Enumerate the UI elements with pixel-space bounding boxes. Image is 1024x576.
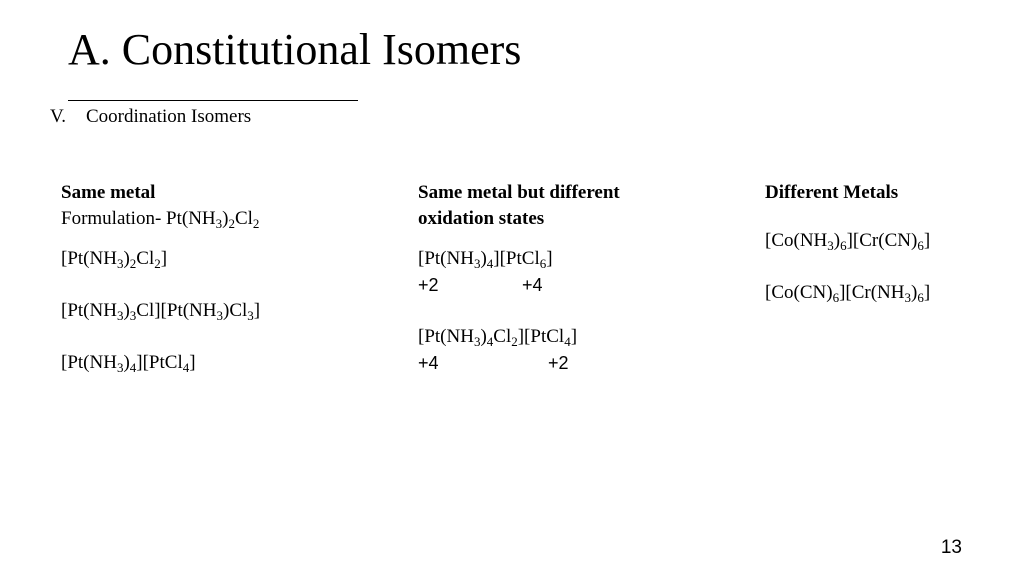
- formula-subscript: 3: [116, 360, 124, 375]
- formula-part: )Cl: [223, 300, 248, 321]
- formula-subscript: 3: [247, 308, 254, 323]
- page-number: 13: [940, 537, 962, 558]
- formula-part: Cl: [493, 326, 512, 347]
- formula-part: ][PtCl: [136, 352, 183, 373]
- formula-part: ): [480, 248, 487, 269]
- formulation-line: [61, 206, 381, 232]
- formula-subscript: 4: [486, 256, 494, 271]
- column-same-metal: [61, 180, 381, 376]
- column-heading: Same metal: [61, 182, 156, 203]
- outline-number: V.: [50, 106, 67, 127]
- column-heading: Different Metals: [765, 182, 899, 203]
- formula-part: Cl: [234, 208, 253, 229]
- formula-subscript: 2: [129, 256, 137, 271]
- column-different-oxidation: [418, 180, 718, 376]
- formula-part: [Co(NH: [765, 230, 828, 251]
- formula-part: ][PtCl: [493, 248, 540, 269]
- formula-part: ): [123, 352, 130, 373]
- formula-part: [Pt(NH: [61, 248, 117, 269]
- outline-item: [50, 105, 251, 129]
- formula-part: [Pt(NH: [418, 248, 474, 269]
- formula-subscript: 2: [252, 216, 260, 231]
- formula-example-2: [765, 280, 1005, 306]
- slide-title: A. Constitutional Isomers: [68, 25, 522, 74]
- formula-part: [Pt(NH: [418, 326, 474, 347]
- formula-part: ): [222, 208, 229, 229]
- formula-part: ]: [570, 326, 578, 347]
- oxidation-state: +2: [548, 353, 569, 373]
- formula-part: ]: [253, 300, 261, 321]
- oxidation-state: +2: [418, 275, 439, 295]
- formula-subscript: 3: [116, 308, 124, 323]
- column-different-metals: [765, 180, 1005, 306]
- formula-example-3: [61, 350, 381, 376]
- oxidation-state: +4: [418, 353, 439, 373]
- column-heading-line-1: Same metal but different: [418, 182, 620, 203]
- formula-part: ]: [923, 282, 931, 303]
- formula-subscript: 3: [215, 216, 223, 231]
- formula-subscript: 6: [917, 290, 924, 305]
- formula-part: ]: [160, 248, 168, 269]
- oxidation-state: +4: [522, 275, 543, 295]
- formula-part: ): [833, 230, 841, 251]
- formula-example-1: [61, 246, 381, 272]
- formula-subscript: 3: [129, 308, 137, 323]
- formula-part: ): [480, 326, 487, 347]
- formula-part: [Co(CN): [765, 282, 833, 303]
- formula-example-2: [418, 324, 718, 350]
- formula-part: ]: [546, 248, 553, 269]
- formula-subscript: 2: [154, 256, 161, 271]
- formula-subscript: 4: [182, 360, 190, 375]
- formula-part: ][PtCl: [517, 326, 565, 347]
- formula-part: ): [123, 248, 130, 269]
- formula-example-1: [765, 228, 1005, 254]
- formula-part: ]: [189, 352, 196, 373]
- formula-subscript: 2: [228, 216, 235, 231]
- formula-subscript: 3: [904, 290, 911, 305]
- formula-part: [Pt(NH: [61, 300, 117, 321]
- outline-text: Coordination Isomers: [86, 106, 252, 127]
- formula-part: Cl][Pt(NH: [136, 300, 217, 321]
- formula-part: ]: [923, 230, 931, 251]
- formula-subscript: 4: [129, 360, 137, 375]
- oxidation-states-1: [418, 272, 718, 298]
- formula-example-2: [61, 298, 381, 324]
- title-underline: [68, 100, 358, 101]
- formula-part: ): [123, 300, 130, 321]
- formula-subscript: 3: [216, 308, 224, 323]
- formula-subscript: 4: [486, 334, 494, 349]
- formula-subscript: 6: [917, 238, 924, 253]
- formula-subscript: 4: [564, 334, 571, 349]
- formula-subscript: 2: [511, 334, 518, 349]
- oxidation-states-2: [418, 350, 718, 376]
- formula-subscript: 6: [832, 290, 840, 305]
- formula-subscript: 6: [840, 238, 847, 253]
- formula-subscript: 3: [473, 334, 481, 349]
- formula-example-1: [418, 246, 718, 272]
- formula-part: ][Cr(CN): [846, 230, 918, 251]
- column-heading-line-2: oxidation states: [418, 208, 545, 229]
- formula-subscript: 6: [539, 256, 547, 271]
- formula-part: [Pt(NH: [61, 352, 117, 373]
- formula-part: Formulation- Pt(NH: [61, 208, 216, 229]
- formula-part: ][Cr(NH: [839, 282, 905, 303]
- formula-part: Cl: [136, 248, 155, 269]
- formula-part: ): [911, 282, 918, 303]
- formula-subscript: 3: [116, 256, 124, 271]
- formula-subscript: 3: [473, 256, 481, 271]
- formula-subscript: 3: [827, 238, 834, 253]
